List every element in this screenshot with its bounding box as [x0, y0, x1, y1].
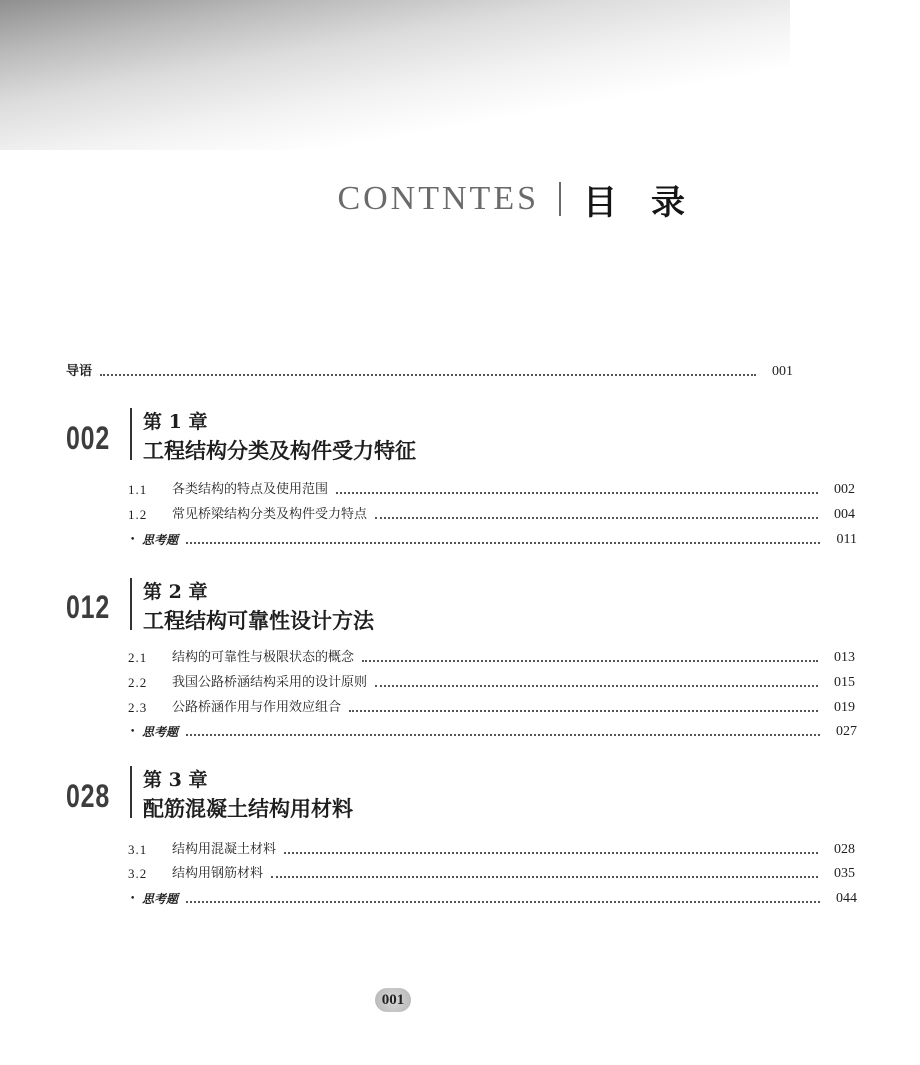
title-divider — [559, 182, 561, 216]
section-title: 我国公路桥涵结构采用的设计原则 — [172, 675, 368, 690]
toc-entry-questions[interactable] — [0, 528, 920, 548]
decorative-header-band — [0, 0, 790, 150]
section-number: 2.1 — [128, 650, 148, 665]
chapter-divider — [130, 408, 132, 460]
toc-entry-section[interactable] — [0, 478, 918, 498]
chapter-start-page: 028 — [66, 778, 110, 814]
toc-page-number: 019 — [834, 700, 855, 715]
section-number: 1.1 — [128, 482, 148, 497]
section-number: 2.2 — [128, 675, 148, 690]
section-title: 各类结构的特点及使用范围 — [172, 482, 329, 497]
page-title — [337, 176, 719, 223]
toc-entry-questions[interactable] — [0, 887, 920, 907]
toc-page-number: 002 — [834, 482, 855, 497]
toc-entry-section[interactable] — [0, 671, 918, 691]
section-title: 结构用混凝土材料 — [172, 842, 277, 857]
chapter-label: 第 1 章 — [143, 411, 208, 433]
chapter-title[interactable]: 配筋混凝土结构用材料 — [143, 796, 353, 821]
chapter-start-page: 002 — [66, 420, 110, 456]
section-number: 3.1 — [128, 842, 148, 857]
dot-leader — [271, 876, 818, 878]
dot-leader — [375, 517, 818, 519]
section-title: 公路桥涵作用与作用效应组合 — [172, 700, 342, 715]
chapter-divider — [130, 578, 132, 630]
dot-leader — [375, 685, 818, 687]
chapter-divider — [130, 766, 132, 818]
dot-leader — [349, 710, 818, 712]
toc-page-number: 001 — [772, 364, 793, 379]
section-title: 结构用钢筋材料 — [172, 866, 264, 881]
section-title: 常见桥梁结构分类及构件受力特点 — [172, 507, 368, 522]
toc-page-number: 011 — [836, 532, 857, 547]
questions-label: 思考题 — [142, 725, 179, 739]
toc-entry-section[interactable] — [0, 838, 918, 858]
title-english: CONTNTES — [337, 180, 539, 217]
toc-entry-section[interactable] — [0, 646, 918, 666]
dot-leader — [100, 374, 756, 376]
toc-entry-section[interactable] — [0, 696, 918, 716]
dot-leader — [284, 852, 818, 854]
toc-page-number: 035 — [834, 866, 855, 881]
section-title: 结构的可靠性与极限状态的概念 — [172, 650, 355, 665]
chapter-title[interactable]: 工程结构分类及构件受力特征 — [143, 438, 416, 463]
section-number: 3.2 — [128, 866, 148, 881]
dot-leader — [336, 492, 818, 494]
section-number: 1.2 — [128, 507, 148, 522]
toc-page-number: 028 — [834, 842, 855, 857]
toc-page-number: 044 — [836, 891, 857, 906]
dot-leader — [362, 660, 818, 662]
toc-entry-section[interactable] — [0, 503, 918, 523]
toc-entry-section[interactable] — [0, 862, 918, 882]
questions-label: 思考题 — [142, 892, 179, 906]
section-number: 2.3 — [128, 700, 148, 715]
toc-page-number: 027 — [836, 724, 857, 739]
toc-page-number: 013 — [834, 650, 855, 665]
title-chinese: 目录 — [583, 182, 719, 223]
bullet-icon: • — [130, 535, 136, 545]
page-number-badge: 001 — [375, 988, 411, 1012]
chapter-start-page: 012 — [66, 589, 110, 625]
bullet-icon: • — [130, 727, 136, 737]
dot-leader — [186, 542, 820, 544]
dot-leader — [186, 901, 820, 903]
toc-entry-label: 导语 — [66, 364, 93, 379]
toc-entry-questions[interactable] — [0, 720, 920, 740]
toc-page-number: 004 — [834, 507, 855, 522]
toc-entry-intro[interactable] — [0, 360, 856, 380]
chapter-label: 第 3 章 — [143, 769, 208, 791]
toc-page-number: 015 — [834, 675, 855, 690]
dot-leader — [186, 734, 820, 736]
bullet-icon: • — [130, 894, 136, 904]
questions-label: 思考题 — [142, 533, 179, 547]
chapter-label: 第 2 章 — [143, 581, 208, 603]
chapter-title[interactable]: 工程结构可靠性设计方法 — [143, 608, 374, 633]
